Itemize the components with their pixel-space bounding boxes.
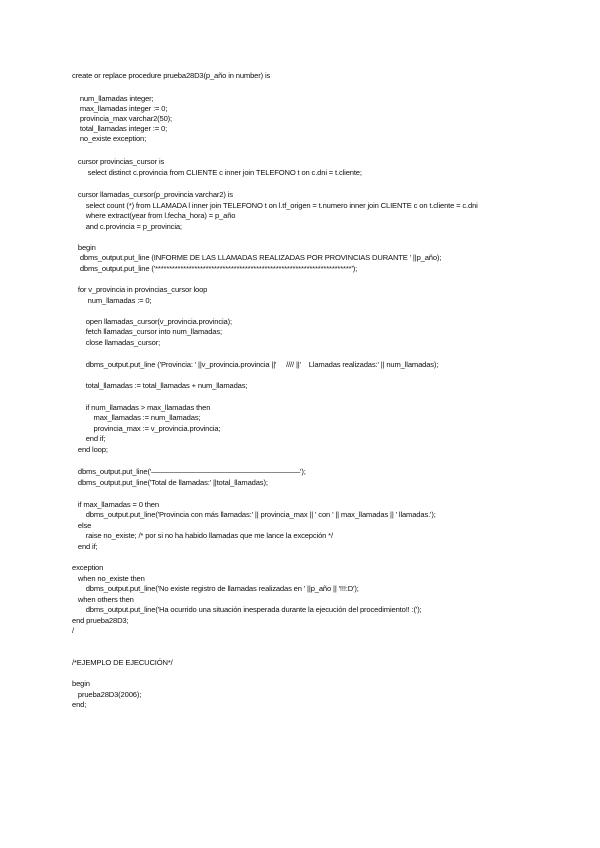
code-line: and c.provincia = p_provincia; [72,222,182,231]
code-line: dbms_output.put_line('Ha ocurrido una situación inesperada durante la ejecución del procedimiento!! :('); [72,605,422,614]
code-line: end prueba28D3; [72,616,129,625]
code-line: when others then [72,595,134,604]
code-line: no_existe exception; [72,134,147,143]
code-line: if num_llamadas > max_llamadas then [72,403,211,412]
code-line: create or replace procedure prueba28D3(p_año in number) is [72,71,271,80]
code-line: for v_provincia in provincias_cursor loop [72,285,208,294]
code-line: num_llamadas integer; [72,94,154,103]
code-line: num_llamadas := 0; [72,296,152,305]
code-line: when no_existe then [72,574,145,583]
code-line: dbms_output.put_line ('Provincia: ' ||v_provincia.provincia ||' //// ||' Llamadas realizadas:' || num_llamadas); [72,360,439,369]
code-line: open llamadas_cursor(v_provincia.provincia); [72,317,232,326]
code-line: dbms_output.put_line('————————————————————'); [72,467,306,476]
code-line: prueba28D3(2006); [72,690,142,699]
code-line: max_llamadas := num_llamadas; [72,413,201,422]
code-line: fetch llamadas_cursor into num_llamadas; [72,327,222,336]
code-line: dbms_output.put_line (INFORME DE LAS LLAMADAS REALIZADAS POR PROVINCIAS DURANTE ' ||p_año); [72,253,442,262]
code-line: dbms_output.put_line('Total de llamadas:' ||total_llamadas); [72,478,268,487]
code-line: begin [72,243,96,252]
code-line: else [72,521,92,530]
code-line: total_llamadas integer := 0; [72,124,168,133]
code-line: close llamadas_cursor; [72,338,161,347]
code-line: end if; [72,434,106,443]
code-line: cursor llamadas_cursor(p_provincia varchar2) is [72,190,233,199]
code-line: provincia_max varchar2(50); [72,114,173,123]
code-line: dbms_output.put_line('Provincia con más llamadas:' || provincia_max || ' con ' || max_llamadas || ' llamadas.'); [72,510,436,519]
code-line: end if; [72,542,98,551]
code-line: raise no_existe; /* por si no ha habido llamadas que me lance la excepción */ [72,531,333,540]
code-line: dbms_output.put_line ('**********************************************************************'); [72,264,358,273]
code-line: / [72,626,74,635]
code-line: max_llamadas integer := 0; [72,104,168,113]
code-line: exception [72,563,104,572]
code-line: provincia_max := v_provincia.provincia; [72,424,221,433]
code-line: end loop; [72,445,108,454]
code-line: select distinct c.provincia from CLIENTE c inner join TELEFONO t on c.dni = t.cliente; [72,168,362,177]
code-line: select count (*) from LLAMADA l inner join TELEFONO t on l.tf_origen = t.numero inner join CLIENTE c on t.cliente = c.dni [72,201,478,210]
code-line: /*EJEMPLO DE EJECUCIÓN*/ [72,658,173,667]
code-line: begin [72,679,90,688]
code-line: dbms_output.put_line('No existe registro de llamadas realizadas en ' ||p_año || '!!!:D'); [72,584,359,593]
code-line: where extract(year from l.fecha_hora) = p_año [72,211,236,220]
code-line: if max_llamadas = 0 then [72,500,159,509]
code-line: total_llamadas := total_llamadas + num_llamadas; [72,381,248,390]
code-line: cursor provincias_cursor is [72,157,165,166]
code-line: end; [72,700,87,709]
